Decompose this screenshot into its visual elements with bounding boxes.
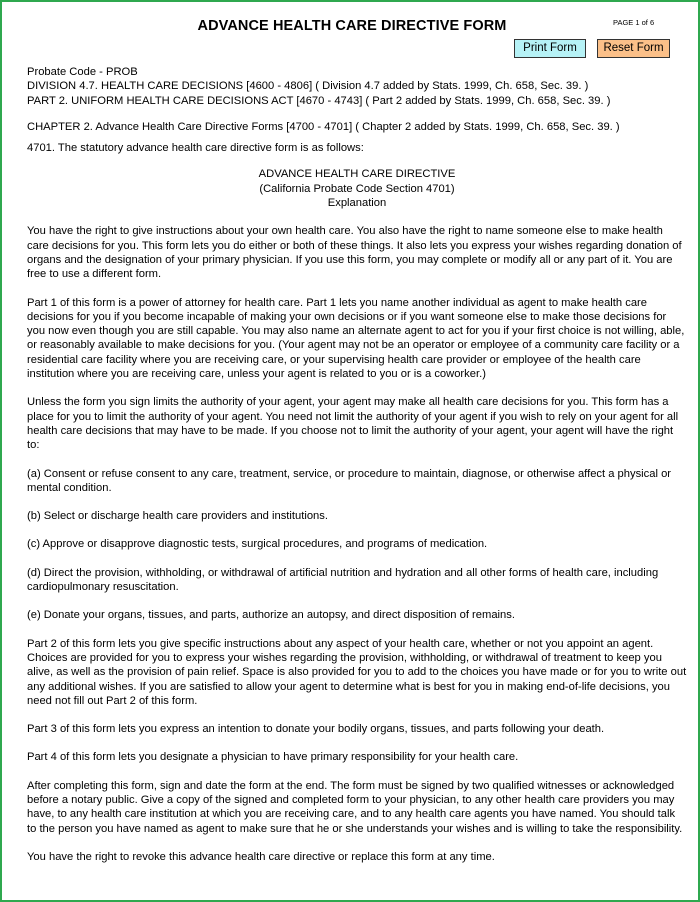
- list-item-d: (d) Direct the provision, withholding, or withdrawal of artificial nutrition and hydration and all other forms of health care, including cardiopulmonary resuscitation.: [27, 566, 659, 594]
- list-item-b: (b) Select or discharge health care providers and institutions.: [27, 510, 328, 523]
- directive-heading: ADVANCE HEALTH CARE DIRECTIVE: [258, 168, 456, 181]
- print-form-button[interactable]: Print Form: [514, 39, 586, 58]
- paragraph-intro: You have the right to give instructions about your own health care. You also have the right to name someone else to make health care decisions for you. This form lets you do either or both of these things. It also lets you express your wishes regarding donation of organs and the designation of your primary physician. If you use this form, you may complete or modify all or any part of it. You are free to use a different form.: [27, 225, 682, 281]
- list-item-e: (e) Donate your organs, tissues, and parts, authorize an autopsy, and direct disposition of remains.: [27, 609, 515, 622]
- statute-division: DIVISION 4.7. HEALTH CARE DECISIONS [4600 - 4806] ( Division 4.7 added by Stats. 1999, Ch. 658, Sec. 39. ): [27, 80, 589, 93]
- explanation-heading: Explanation: [327, 197, 387, 210]
- paragraph-after: After completing this form, sign and date the form at the end. The form must be signed by two qualified witnesses or acknowledged before a notary public. Give a copy of the signed and completed form to your physician, to any other health care providers you may have, to any health care institution at which you are receiving care, and to any health care agents you have named. You should talk to the person you have named as agent to make sure that he or she understands your wishes and is willing to take the responsibility.: [27, 779, 683, 835]
- paragraph-part1: Part 1 of this form is a power of attorney for health care. Part 1 lets you name another individual as agent to make health care decisions for you if you become incapable of making your own decisions or if you want someone else to make those decisions for you now even though you are still capable. You may also name an alternate agent to act for you if your first choice is not willing, able, or reasonably available to make decisions for you. (Your agent may not be an operator or employee of a community care facility or a residential care facility where you are receiving care, or your supervising health care provider or employee of the health care institution where you are receiving care, unless your agent is related to you or is a coworker.): [27, 296, 685, 381]
- paragraph-revoke: You have the right to revoke this advance health care directive or replace this form at any time.: [27, 850, 495, 863]
- form-title: ADVANCE HEALTH CARE DIRECTIVE FORM: [197, 18, 507, 34]
- paragraph-part4: Part 4 of this form lets you designate a physician to have primary responsibility for your health care.: [27, 751, 519, 764]
- list-item-c: (c) Approve or disapprove diagnostic tests, surgical procedures, and programs of medication.: [27, 538, 488, 551]
- document-body: [27, 58, 687, 864]
- list-item-a: (a) Consent or refuse consent to any care, treatment, service, or procedure to maintain, diagnose, or otherwise affect a physical or mental condition.: [27, 467, 672, 494]
- section-intro: 4701. The statutory advance health care directive form is as follows:: [27, 142, 364, 155]
- statute-code: Probate Code - PROB: [27, 66, 138, 78]
- page-indicator: PAGE 1 of 6: [613, 18, 655, 27]
- directive-subheading: (California Probate Code Section 4701): [259, 182, 455, 195]
- reset-form-button[interactable]: Reset Form: [597, 39, 670, 58]
- statute-part: PART 2. UNIFORM HEALTH CARE DECISIONS ACT [4670 - 4743] ( Part 2 added by Stats. 1999, Ch. 658, Sec. 39. ): [27, 94, 611, 107]
- paragraph-part3: Part 3 of this form lets you express an intention to donate your bodily organs, tissues, and parts following your death.: [27, 723, 605, 736]
- statute-chapter: CHAPTER 2. Advance Health Care Directive Forms [4700 - 4701] ( Chapter 2 added by Stats. 1999, Ch. 658, Sec. 39. ): [27, 120, 620, 133]
- paragraph-part2: Part 2 of this form lets you give specific instructions about any aspect of your health care, whether or not you appoint an agent. Choices are provided for you to express your wishes regarding the provision, withholding, or withdrawal of treatment to keep you alive, as well as the provision of pain relief. Space is also provided for you to add to the choices you have made or for you to write out any additional wishes. If you are satisfied to allow your agent to determine what is best for you in making end-of-life decisions, you need not fill out Part 2 of this form.: [27, 637, 687, 707]
- paragraph-unless: Unless the form you sign limits the authority of your agent, your agent may make all health care decisions for you. This form has a place for you to limit the authority of your agent. You need not limit the authority of your agent if you wish to rely on your agent for all health care decisions that may have to be made. If you choose not to limit the authority of your agent, your agent will have the right to:: [27, 396, 679, 452]
